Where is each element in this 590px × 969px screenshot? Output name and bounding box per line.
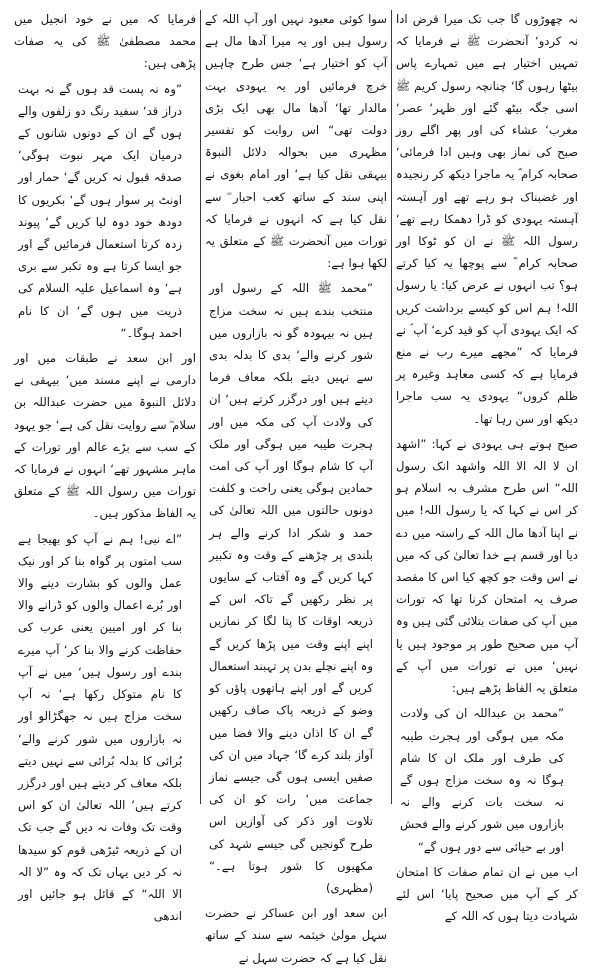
paragraph: اب میں نے ان تمام صفات کا امتحان کر کے آپ میں صحیح پایا‘ اس لئے شہادت دیتا ہوں کہ اللہ کے — [396, 864, 578, 924]
column-left — [10, 8, 200, 924]
paragraph: نہ چھوڑوں گا جب تک میرا قرض ادا نہ کردو‘ آنحضرت ﷺ نے فرمایا کہ تمہیں اختیار ہے میں تمہارے پاس بیٹھا رہوں گا‘ چنانچہ رسول کریم ﷺ اسی جگہ بیٹھ گئے اور ظہر‘ عصر‘ مغرب‘ عشاء کی اور پھر اگلے روز صبح کی نماز بھی وہیں ادا فرمائی‘ صحابہ کرام ؓ یہ ماجرا دیکھ کر رنجیدہ اور غضبناک ہو رہے تھے اور آہستہ آہستہ یہودی کو ڈرا دھمکا رہے تھے‘ رسول اللہ ﷺ نے ان کو ٹوکا اور صحابہ کرام ؓ سے پوچھا یہ کیا کرتے ہو؟ تب انہوں نے عرض کیا: یا رسول اللہ! ہم اس کو کیسے برداشت کریں کہ ایک یہودی آپ کو قید کرے‘ آپ ؐ نے فرمایا کہ ”مجھے میرے رب نے منع فرمایا ہے کہ کسی معاہد وغیرہ پر ظلم کروں“ یہودی یہ سب ماجرا دیکھ اور سن رہا تھا۔ — [396, 12, 578, 426]
paragraph: ابن سعد اور ابن عساکر نے حضرت سہل مولیٰ خیثمہ سے سند کے ساتھ نقل کیا ہے کہ حضرت سہل نے — [205, 906, 387, 965]
quoted-passage: ”اے نبی! ہم نے آپ کو بھیجا ہے سب امتوں پر گواہ بنا کر اور نیک عمل والوں کو بشارت دینے والا اور بُرے اعمال والوں کو ڈرانے والا بنا کر اور امیین یعنی عرب کی حفاظت کرنے والا بنا کر‘ آپ میرے بندے اور رسول ہیں‘ میں نے آپ کا نام متوکل رکھا ہے‘ نہ آپ سخت مزاج ہیں نہ جھگڑالو اور نہ بازاروں میں شور کرنے والے‘ بُرائی کا بدلہ بُرائی سے نہیں دیتے بلکہ معاف کر دیتے ہیں اور درگزر کرتے ہیں‘ اللہ تعالیٰ ان کو اس وقت تک وفات نہ دیں گے جب تک ان کے ذریعہ ٹیڑھی قوم کو سیدھا نہ کر دیں یہاں تک کہ وہ ”لا الہ الا اللہ“ کے قائل ہو جائیں اور اندھی — [18, 531, 182, 924]
column-right — [392, 8, 582, 924]
text-columns — [8, 8, 582, 965]
column-middle — [201, 8, 391, 965]
quoted-passage: ”محمد بن عبداللہ ان کی ولادت مکہ میں ہوگی اور ہجرت طیبہ کی طرف اور ملک ان کا شام ہوگا نہ وہ سخت مزاج ہوں گے نہ سخت بات کرنے والے نہ بازاروں میں شور کرنے والے فحش اور بے حیائی سے دور ہوں گے“ — [400, 706, 564, 854]
paragraph: اور ابن سعد نے طبقات میں اور دارمی نے اپنے مسند میں‘ بیہقی نے دلائل النبوۃ میں حضرت عبداللہ بن سلام ؓ سے روایت نقل کی ہے‘ جو یہود کے سب سے بڑے عالم اور تورات کے ماہر مشہور تھے‘ انہوں نے فرمایا کہ تورات میں رسول اللہ ﷺ کے متعلق یہ الفاظ مذکور ہیں۔ — [14, 351, 196, 521]
paragraph: سوا کوئی معبود نہیں اور آپ اللہ کے رسول ہیں اور یہ میرا آدھا مال ہے آپ کو اختیار ہے‘ جس طرح چاہیں خرچ فرمائیں اور یہ یہودی بہت مالدار تھا‘ آدھا مال بھی ایک بڑی دولت تھی“ اس روایت کو تفسیر مظہری میں بحوالہ دلائل النبوۃ بیہقی نقل کیا ہے‘ اور امام بغوی نے اپنی سند کے ساتھ کعب احبار ؓ سے نقل کیا ہے کہ انہوں نے فرمایا کہ تورات میں آنحضرت ﷺ کے متعلق یہ لکھا ہوا ہے: — [205, 12, 387, 271]
quoted-passage: ”محمد ﷺ اللہ کے رسول اور منتخب بندے ہیں نہ سخت مزاج ہیں نہ بیہودہ گو نہ بازاروں میں شور کرنے والے‘ بدی کا بدلہ بدی سے نہیں دیتے بلکہ معاف فرما دیتے ہیں اور درگزر کرتے ہیں‘ ان کی ولادت آپ کی مکہ میں اور ہجرت طیبہ میں ہوگی اور ملک آپ کا شام ہوگا اور آپ کی امت حمادین ہوگی یعنی راحت و کلفت دونوں حالتوں میں اللہ تعالیٰ کی حمد و شکر ادا کرنے والے ہر بلندی پر چڑھنے کے وقت وہ تکبیر کہا کریں گے وہ آفتاب کے سایوں پر نظر رکھیں گے تاکہ اس کے ذریعہ اوقات کا پتا لگا کر نمازیں اپنے اپنے وقت میں پڑھا کریں گے وہ اپنے نچلے بدن پر تہبند استعمال کریں گے اور اپنے ہاتھوں پاؤں کو وضو کے ذریعہ پاک صاف رکھیں گے ان کا اذان دینے والا فضا میں آواز بلند کرے گا‘ جہاد میں ان کی صفیں ایسی ہوں گی جیسے نماز جماعت میں‘ رات کو ان کی تلاوت اور ذکر کی آوازیں اس طرح گونجیں گی جیسے شہد کی مکھیوں کا شور ہوتا ہے۔“ (مظہری) — [209, 281, 373, 895]
paragraph: صبح ہوتے ہی یہودی نے کہا: ”اشھد ان لا الہ الا اللہ واشھد انک رسول اللہ“ اس طرح مشرف بہ اسلام ہو کر اس نے کہا کہ یا رسول اللہ! میں نے اپنا آدھا مال اللہ کے راستہ میں دے دیا اور قسم ہے خدا تعالیٰ کی کہ میں نے اس وقت جو کچھ کیا اس کا مقصد صرف یہ امتحان کرنا تھا کہ تورات میں آپ کی صفات بتلائی گئی ہیں وہ آپ میں صحیح طور پر موجود ہیں یا نہیں‘ میں نے تورات میں آپ کے متعلق یہ الفاظ پڑھے ہیں: — [396, 436, 578, 696]
paragraph: فرمایا کہ میں نے خود انجیل میں محمد مصطفیٰ ﷺ کی یہ صفات پڑھی ہیں: — [14, 12, 196, 71]
quoted-passage: ”وہ نہ پست قد ہوں گے نہ بہت دراز قد‘ سفید رنگ دو زلفوں والے ہوں گے ان کے دونوں شانوں کے درمیان ایک مہر نبوت ہوگی‘ صدقہ قبول نہ کریں گے‘ حمار اور اونٹ پر سوار ہوں گے‘ بکریوں کا دودھ خود دوہ لیا کریں گے‘ پیوند زدہ کرتا استعمال فرمائیں گے اور جو ایسا کرتا ہے وہ تکبر سے بری ہے‘ وہ اسماعیل علیہ السلام کی ذریت میں ہوں گے‘ ان کا نام احمد ہوگا۔“ — [18, 81, 182, 340]
